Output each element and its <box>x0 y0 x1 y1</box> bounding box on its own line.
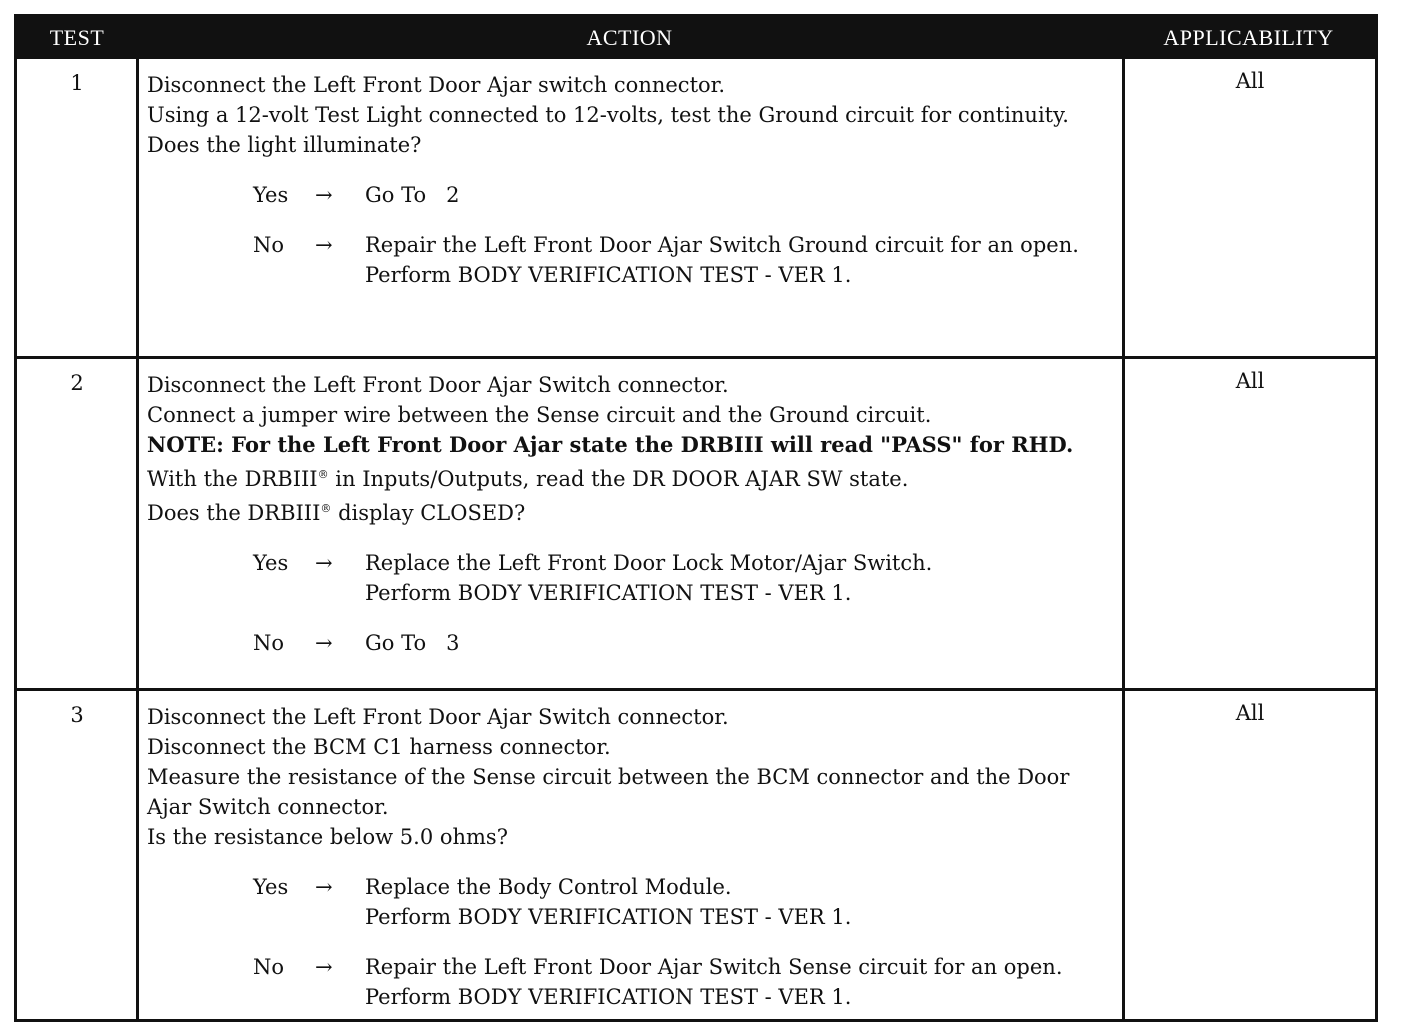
action-step: Disconnect the Left Front Door Ajar Switch connector. <box>147 705 729 729</box>
action-step: Does the DRBIII® display CLOSED? <box>147 501 526 525</box>
action-step: Disconnect the Left Front Door Ajar switch connector. <box>147 73 726 97</box>
action-cell <box>147 70 1117 290</box>
verification-instruction: Perform BODY VERIFICATION TEST - VER 1. <box>365 581 852 605</box>
table-row <box>17 691 1375 1022</box>
arrow-right-icon: → <box>315 233 333 257</box>
yes-result <box>147 180 1117 210</box>
table-header <box>17 17 1375 59</box>
action-step: Is the resistance below 5.0 ohms? <box>147 825 508 849</box>
header-action: ACTION <box>586 25 673 50</box>
replace-instruction: Replace the Body Control Module. <box>365 875 732 899</box>
test-number: 3 <box>70 703 84 727</box>
action-step: Connect a jumper wire between the Sense circuit and the Ground circuit. <box>147 403 932 427</box>
no-action <box>365 628 1117 658</box>
no-label: No <box>253 233 285 257</box>
replace-instruction: Replace the Left Front Door Lock Motor/Ajar Switch. <box>365 551 933 575</box>
yes-action <box>365 872 1117 932</box>
note: NOTE: For the Left Front Door Ajar state the DRBIII will read "PASS" for RHD. <box>147 432 1074 457</box>
repair-instruction: Repair the Left Front Door Ajar Switch Sense circuit for an open. <box>365 955 1063 979</box>
header-test: TEST <box>49 25 105 50</box>
action-step: Measure the resistance of the Sense circuit between the BCM connector and the Door Ajar Switch connector. <box>147 765 1070 819</box>
arrow-right-icon: → <box>315 551 333 575</box>
no-label: No <box>253 955 285 979</box>
action-step: Disconnect the Left Front Door Ajar Switch connector. <box>147 373 729 397</box>
no-result <box>147 952 1117 1012</box>
applicability: All <box>1235 69 1265 93</box>
action-cell <box>147 370 1117 658</box>
arrow-right-icon: → <box>315 955 333 979</box>
action-step: Disconnect the BCM C1 harness connector. <box>147 735 611 759</box>
arrow-right-icon: → <box>315 631 333 655</box>
no-result <box>147 628 1117 658</box>
test-number: 2 <box>70 371 84 395</box>
yes-label: Yes <box>253 183 289 207</box>
yes-label: Yes <box>253 551 289 575</box>
header-applicability: APPLICABILITY <box>1163 25 1334 50</box>
action-cell <box>147 702 1117 1012</box>
arrow-right-icon: → <box>315 183 333 207</box>
action-step: With the DRBIII® in Inputs/Outputs, read the DR DOOR AJAR SW state. <box>147 467 909 491</box>
diagnostic-test-table <box>14 14 1378 1022</box>
yes-action <box>365 180 1117 210</box>
yes-result <box>147 548 1117 608</box>
registered-mark: ® <box>320 502 332 515</box>
action-step: Does the light illuminate? <box>147 133 422 157</box>
verification-instruction: Perform BODY VERIFICATION TEST - VER 1. <box>365 905 852 929</box>
goto-instruction: Go To 2 <box>365 183 460 207</box>
test-number: 1 <box>70 71 84 95</box>
action-step: Using a 12-volt Test Light connected to 12-volts, test the Ground circuit for continuity. <box>147 103 1069 127</box>
repair-instruction: Repair the Left Front Door Ajar Switch Ground circuit for an open. <box>365 233 1079 257</box>
verification-instruction: Perform BODY VERIFICATION TEST - VER 1. <box>365 263 852 287</box>
yes-result <box>147 872 1117 932</box>
applicability: All <box>1235 701 1265 725</box>
goto-instruction: Go To 3 <box>365 631 460 655</box>
table-row <box>17 59 1375 356</box>
yes-action <box>365 548 1117 608</box>
registered-mark: ® <box>317 468 329 481</box>
arrow-right-icon: → <box>315 875 333 899</box>
no-label: No <box>253 631 285 655</box>
applicability: All <box>1235 369 1265 393</box>
verification-instruction: Perform BODY VERIFICATION TEST - VER 1. <box>365 985 852 1009</box>
table-row <box>17 359 1375 688</box>
no-action <box>365 952 1117 1012</box>
no-action <box>365 230 1117 290</box>
no-result <box>147 230 1117 290</box>
yes-label: Yes <box>253 875 289 899</box>
